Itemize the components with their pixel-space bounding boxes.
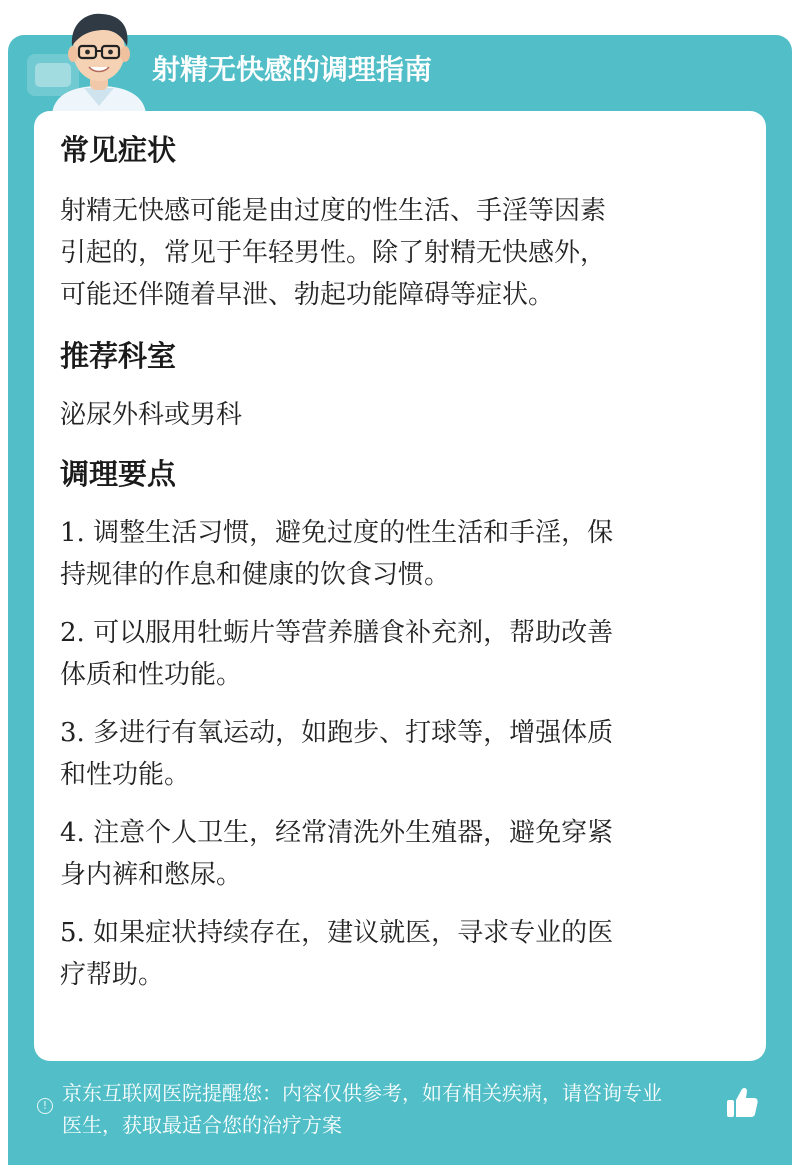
care-item-text: 身内裤和憋尿。 — [60, 860, 243, 890]
care-item — [60, 912, 730, 996]
care-item — [60, 612, 730, 696]
footer-line: 京东互联网医院提醒您：内容仅供参考，如有相关疾病，请咨询专业 — [62, 1081, 662, 1105]
care-item-text: 可以服用牡蛎片等营养膳食补充剂，帮助改善 — [84, 618, 614, 648]
content — [60, 130, 730, 996]
care-item-number: 1. — [60, 518, 85, 548]
care-item-text: 如果症状持续存在，建议就医，寻求专业的医 — [84, 918, 614, 948]
department-text: 泌尿外科或男科 — [60, 400, 243, 430]
care-item-text: 多进行有氧运动，如跑步、打球等，增强体质 — [84, 718, 614, 748]
page-title: 射精无快感的调理指南 — [152, 53, 433, 86]
care-item-text: 调整生活习惯，避免过度的性生活和手淫，保 — [84, 518, 614, 548]
care-heading: 调理要点 — [60, 457, 177, 491]
care-item-text: 和性功能。 — [60, 760, 191, 790]
care-item-number: 5. — [60, 918, 85, 948]
symptoms-text-line: 可能还伴随着早泄、勃起功能障碍等症状。 — [60, 280, 555, 310]
care-item-text: 疗帮助。 — [60, 960, 165, 990]
symptoms-text-line: 射精无快感可能是由过度的性生活、手淫等因素 — [60, 196, 607, 226]
care-item-text: 持规律的作息和健康的饮食习惯。 — [60, 560, 451, 590]
doctor-avatar — [44, 6, 154, 114]
care-item-number: 4. — [60, 818, 85, 848]
footer-line: 医生，获取最适合您的治疗方案 — [62, 1113, 342, 1137]
care-item — [60, 512, 730, 596]
care-item-number: 3. — [60, 718, 85, 748]
department-heading: 推荐科室 — [60, 339, 177, 373]
symptoms-heading: 常见症状 — [60, 133, 177, 167]
care-item-text: 体质和性功能。 — [60, 660, 243, 690]
care-item-number: 2. — [60, 618, 85, 648]
info-icon: ! — [37, 1098, 53, 1114]
footer-disclaimer — [62, 1077, 727, 1141]
symptoms-text-line: 引起的，常见于年轻男性。除了射精无快感外， — [60, 238, 607, 268]
thumbs-up-icon[interactable] — [724, 1085, 760, 1121]
care-item — [60, 812, 730, 896]
care-item-text: 注意个人卫生，经常清洗外生殖器，避免穿紧 — [84, 818, 614, 848]
care-item — [60, 712, 730, 796]
